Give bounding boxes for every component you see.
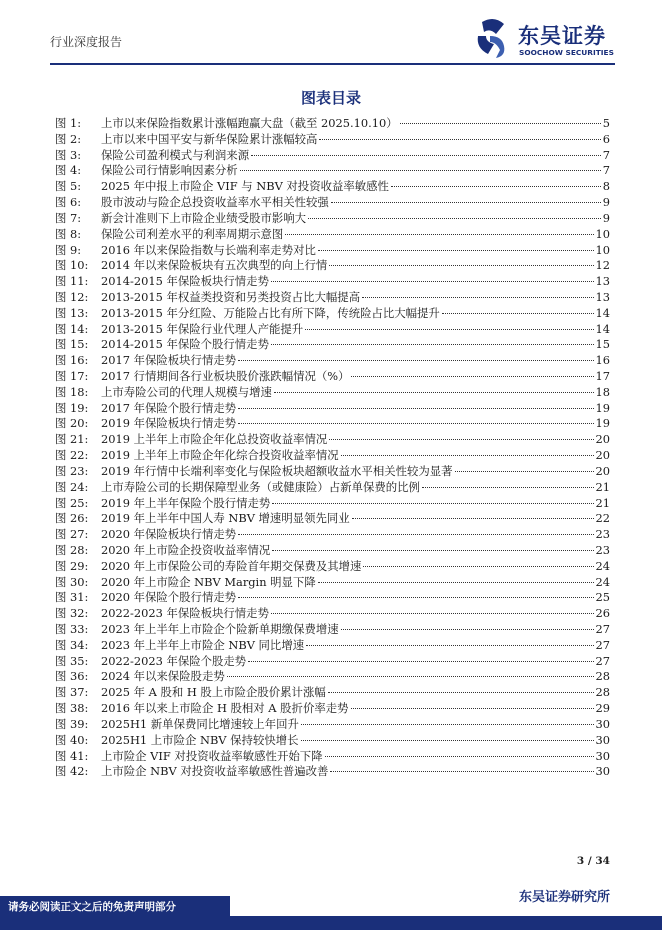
toc-entry[interactable] [55,495,610,511]
toc-entry-number: 图 18: [55,384,89,399]
toc-entry-leader [305,329,593,330]
toc-entry[interactable] [55,431,610,447]
toc-entry-leader [238,597,593,598]
toc-entry[interactable] [55,589,610,605]
footer-stripe [0,916,662,930]
toc-entry-number: 图 1: [55,116,82,130]
toc-entry-title: 保险公司盈利模式与利润来源 [101,147,250,162]
toc-entry-title: 2013-2015 年权益类投资和另类投资占比大幅提高 [101,289,361,304]
toc-entry-title: 2023 年上半年上市险企 NBV 同比增速 [101,637,305,652]
toc-entry-page: 25 [595,590,610,605]
toc-entry-page: 30 [595,748,610,763]
toc-entry-number: 图 16: [55,353,89,368]
toc-entry-title: 2025H1 新单保费同比增速较上年回升 [101,716,299,731]
toc-entry-page: 13 [595,274,610,289]
disclaimer-notice: 请务必阅读正文之后的免责声明部分 [8,901,176,913]
toc-entry-page: 24 [595,558,610,573]
toc-entry[interactable] [55,463,610,479]
toc-entry-title: 上市险企 VIF 对投资收益率敏感性开始下降 [101,748,323,763]
toc-entry-number: 图 25: [55,495,89,510]
toc-entry-leader [455,471,594,472]
toc-entry-leader [352,518,594,519]
toc-entry-number: 图 40: [55,732,89,747]
toc-entry[interactable] [55,400,610,416]
toc-entry[interactable] [55,368,610,384]
toc-entry-leader [274,392,594,393]
toc-entry-title: 2017 年保险个股行情走势 [101,400,237,415]
footer-brand: 东吴证券研究所 [518,890,610,905]
toc-entry-number: 图 3: [55,147,82,162]
toc-entry-page: 27 [595,653,610,668]
toc-entry-leader [442,313,594,314]
toc-entry-number: 图 23: [55,463,89,478]
toc-entry-page: 29 [595,701,610,716]
toc-entry-title: 2020 年上市保险公司的寿险首年期交保费及其增速 [101,558,362,573]
toc-entry-page: 12 [595,258,610,273]
toc-entry-page: 21 [595,479,610,494]
toc-entry-page: 23 [595,527,610,542]
toc-entry-page: 10 [595,242,610,257]
logo-english-name: SOOCHOW SECURITIES [519,48,614,57]
toc-entry-leader [325,756,594,757]
toc-entry-page: 22 [595,511,610,526]
report-category: 行业深度报告 [50,35,123,49]
toc-entry-page: 30 [595,716,610,731]
toc-entry[interactable] [55,415,610,431]
toc-entry-number: 图 6: [55,195,82,210]
toc-entry-leader [238,360,593,361]
toc-entry-title: 新会计准则下上市险企业绩受股市影响大 [101,210,307,225]
toc-entry[interactable] [55,352,610,368]
toc-entry-leader [271,281,594,282]
toc-entry[interactable] [55,748,610,764]
toc-entry-leader [318,582,594,583]
toc-entry-title: 2020 年上市险企 NBV Margin 明显下降 [101,574,316,589]
toc-entry-page: 6 [602,131,610,146]
toc-entry-page: 28 [595,669,610,684]
toc-entry-title: 上市以来中国平安与新华保险累计涨幅较高 [101,131,318,146]
toc-entry[interactable] [55,574,610,590]
toc-entry[interactable] [55,526,610,542]
toc-entry-title: 2019 上半年上市险企年化综合投资收益率情况 [101,448,339,463]
toc-entry[interactable] [55,289,610,305]
logo-chinese-name: 东吴证券 [518,24,606,48]
toc-entry-number: 图 26: [55,511,89,526]
toc-entry-number: 图 2: [55,131,82,146]
toc-entry-leader [271,344,594,345]
toc-entry[interactable] [55,178,610,194]
toc-entry-title: 2025H1 上市险企 NBV 保持较快增长 [101,732,299,747]
toc-entry-leader [341,455,594,456]
toc-entry-leader [391,186,601,187]
toc-entry-number: 图 31: [55,590,89,605]
toc-entry-number: 图 34: [55,637,89,652]
toc-entry-title: 上市寿险公司的代理人规模与增速 [101,384,272,399]
toc-entry-page: 7 [602,147,610,162]
toc-entry-leader [251,155,601,156]
toc-entry-page: 19 [595,400,610,415]
toc-entry[interactable] [55,115,610,131]
toc-entry-title: 2013-2015 年分红险、万能险占比有所下降，传统险占比大幅提升 [101,305,440,320]
toc-entry[interactable] [55,510,610,526]
toc-entry-leader [422,487,594,488]
toc-entry-number: 图 41: [55,748,89,763]
toc-entry-number: 图 32: [55,606,89,621]
toc-entry-page: 20 [595,432,610,447]
toc-entry-number: 图 28: [55,542,89,557]
toc-entry-page: 5 [602,116,610,130]
toc-entry-leader [331,202,601,203]
toc-entry-page: 30 [595,764,610,779]
toc-entry-number: 图 8: [55,226,82,241]
toc-entry-page: 18 [595,384,610,399]
toc-entry-page: 7 [602,163,610,178]
toc-entry[interactable] [55,210,610,226]
figure-index-list [55,115,610,779]
toc-entry-number: 图 5: [55,179,82,194]
toc-entry-number: 图 10: [55,258,89,273]
toc-entry-leader [330,771,593,772]
toc-entry-title: 上市寿险公司的长期保障型业务（或健康险）占新单保费的比例 [101,479,420,494]
toc-entry[interactable] [55,305,610,321]
toc-entry[interactable] [55,621,610,637]
toc-entry-page: 26 [595,606,610,621]
toc-entry-leader [248,661,593,662]
toc-entry-number: 图 42: [55,764,89,779]
toc-entry-title: 保险公司行情影响因素分析 [101,163,238,178]
toc-entry-page: 20 [595,448,610,463]
toc-entry-title: 2020 年保险个股行情走势 [101,590,237,605]
toc-entry-leader [272,550,593,551]
toc-entry-leader [363,566,593,567]
toc-entry-number: 图 4: [55,163,82,178]
toc-entry-leader [271,613,594,614]
toc-entry-title: 上市险企 NBV 对投资收益率敏感性普遍改善 [101,764,329,779]
toc-entry-title: 2016 年以来上市险企 H 股相对 A 股折价率走势 [101,701,349,716]
toc-entry-leader [318,250,594,251]
toc-entry-leader [308,218,601,219]
toc-entry-leader [329,265,593,266]
toc-entry-page: 16 [595,353,610,368]
toc-entry-leader [351,376,593,377]
toc-entry-page: 24 [595,574,610,589]
toc-entry-number: 图 11: [55,274,89,289]
toc-entry-leader [227,676,594,677]
toc-entry-number: 图 21: [55,432,89,447]
toc-entry-leader [306,645,593,646]
toc-entry-page: 21 [595,495,610,510]
toc-entry-title: 2017 行情期间各行业板块股价涨跌幅情况（%） [101,369,350,383]
toc-entry-title: 2014 年以来保险板块有五次典型的向上行情 [101,258,328,273]
toc-entry[interactable] [55,763,610,779]
toc-entry-page: 14 [595,321,610,336]
toc-entry-leader [351,708,594,709]
toc-entry-title: 2024 年以来保险股走势 [101,669,225,684]
toc-entry[interactable] [55,131,610,147]
toc-entry-title: 2016 年以来保险指数与长端利率走势对比 [101,242,316,257]
toc-entry-leader [319,139,600,140]
toc-entry[interactable] [55,605,610,621]
footer-bar [0,896,662,936]
toc-entry[interactable] [55,147,610,163]
toc-entry-page: 14 [595,305,610,320]
toc-entry[interactable] [55,700,610,716]
toc-entry-leader [238,408,593,409]
toc-entry-title: 保险公司利差水平的利率周期示意图 [101,226,284,241]
toc-entry-number: 图 24: [55,479,89,494]
toc-entry-leader [238,423,593,424]
toc-entry-number: 图 13: [55,305,89,320]
toc-entry-page: 19 [595,416,610,431]
toc-entry[interactable] [55,558,610,574]
toc-entry-number: 图 36: [55,669,89,684]
toc-entry-page: 27 [595,622,610,636]
toc-entry-page: 27 [595,637,610,652]
toc-entry-leader [329,439,593,440]
toc-entry-number: 图 20: [55,416,89,431]
toc-entry-page: 23 [595,542,610,557]
toc-entry-number: 图 33: [55,622,89,636]
toc-entry-leader [272,503,593,504]
toc-entry-number: 图 27: [55,527,89,542]
toc-entry[interactable] [55,637,610,653]
toc-entry[interactable] [55,716,610,732]
toc-entry-number: 图 29: [55,558,89,573]
toc-entry-title: 股市波动与险企总投资收益率水平相关性较强 [101,195,329,210]
toc-entry-number: 图 15: [55,337,89,352]
toc-entry-page: 30 [595,732,610,747]
toc-entry-leader [301,740,594,741]
toc-entry-leader [362,297,593,298]
toc-entry-title: 2020 年上市险企投资收益率情况 [101,542,271,557]
toc-entry-title: 2023 年上半年上市险企个险新单期缴保费增速 [101,622,339,636]
header-divider [50,63,615,65]
toc-entry-title: 2020 年保险板块行情走势 [101,527,237,542]
toc-entry[interactable] [55,732,610,748]
toc-entry-title: 上市以来保险指数累计涨幅跑赢大盘（截至 2025.10.10） [101,116,398,130]
toc-entry-number: 图 17: [55,369,89,383]
toc-entry[interactable] [55,162,610,178]
toc-entry-page: 17 [595,369,610,383]
toc-entry-title: 2019 年保险板块行情走势 [101,416,237,431]
toc-entry-title: 2014-2015 年保险个股行情走势 [101,337,269,352]
toc-entry-page: 10 [595,226,610,241]
toc-entry-title: 2022-2023 年保险板块行情走势 [101,606,269,621]
toc-entry-page: 9 [602,195,610,210]
toc-entry-number: 图 30: [55,574,89,589]
page-number: 3 / 34 [576,855,610,867]
toc-entry-number: 图 37: [55,685,89,700]
toc-entry[interactable] [55,226,610,242]
toc-entry-page: 15 [595,337,610,352]
toc-entry[interactable] [55,653,610,669]
toc-entry-leader [285,234,593,235]
toc-entry-title: 2013-2015 年保险行业代理人产能提升 [101,321,304,336]
toc-entry-number: 图 35: [55,653,89,668]
toc-entry-leader [301,724,594,725]
toc-entry[interactable] [55,194,610,210]
toc-entry-title: 2025 年中报上市险企 VIF 与 NBV 对投资收益率敏感性 [101,179,389,194]
toc-entry-title: 2019 年上半年保险个股行情走势 [101,495,271,510]
toc-entry-number: 图 9: [55,242,82,257]
toc-entry-page: 8 [602,179,610,194]
toc-entry-leader [240,170,601,171]
toc-entry[interactable] [55,447,610,463]
toc-entry-page: 9 [602,210,610,225]
toc-entry-page: 28 [595,685,610,700]
toc-entry-number: 图 12: [55,289,89,304]
toc-entry-title: 2019 上半年上市险企年化总投资收益率情况 [101,432,328,447]
toc-entry[interactable] [55,336,610,352]
toc-entry-number: 图 19: [55,400,89,415]
toc-entry[interactable] [55,242,610,258]
toc-entry-title: 2022-2023 年保险个股走势 [101,653,247,668]
toc-entry-title: 2025 年 A 股和 H 股上市险企股价累计涨幅 [101,685,326,700]
toc-entry-page: 20 [595,463,610,478]
toc-entry[interactable] [55,684,610,700]
toc-entry-leader [341,629,594,630]
toc-entry[interactable] [55,257,610,273]
company-logo [474,16,624,62]
soochow-logo-icon [474,16,514,60]
toc-entry-number: 图 22: [55,448,89,463]
toc-entry-page: 13 [595,289,610,304]
toc-entry[interactable] [55,321,610,337]
toc-entry-title: 2017 年保险板块行情走势 [101,353,237,368]
toc-entry-title: 2019 年行情中长端利率变化与保险板块超额收益水平相关性较为显著 [101,463,453,478]
toc-entry[interactable] [55,542,610,558]
toc-entry-number: 图 14: [55,321,89,336]
toc-entry-number: 图 38: [55,701,89,716]
toc-title: 图表目录 [300,89,361,107]
toc-entry-leader [238,534,593,535]
toc-entry-title: 2019 年上半年中国人寿 NBV 增速明显领先同业 [101,511,350,526]
toc-entry-number: 图 7: [55,210,82,225]
toc-entry[interactable] [55,479,610,495]
toc-entry-leader [328,692,594,693]
toc-entry[interactable] [55,273,610,289]
toc-entry-number: 图 39: [55,716,89,731]
toc-entry-title: 2014-2015 年保险板块行情走势 [101,274,269,289]
toc-entry-leader [400,123,601,124]
toc-entry[interactable] [55,384,610,400]
toc-entry[interactable] [55,668,610,684]
